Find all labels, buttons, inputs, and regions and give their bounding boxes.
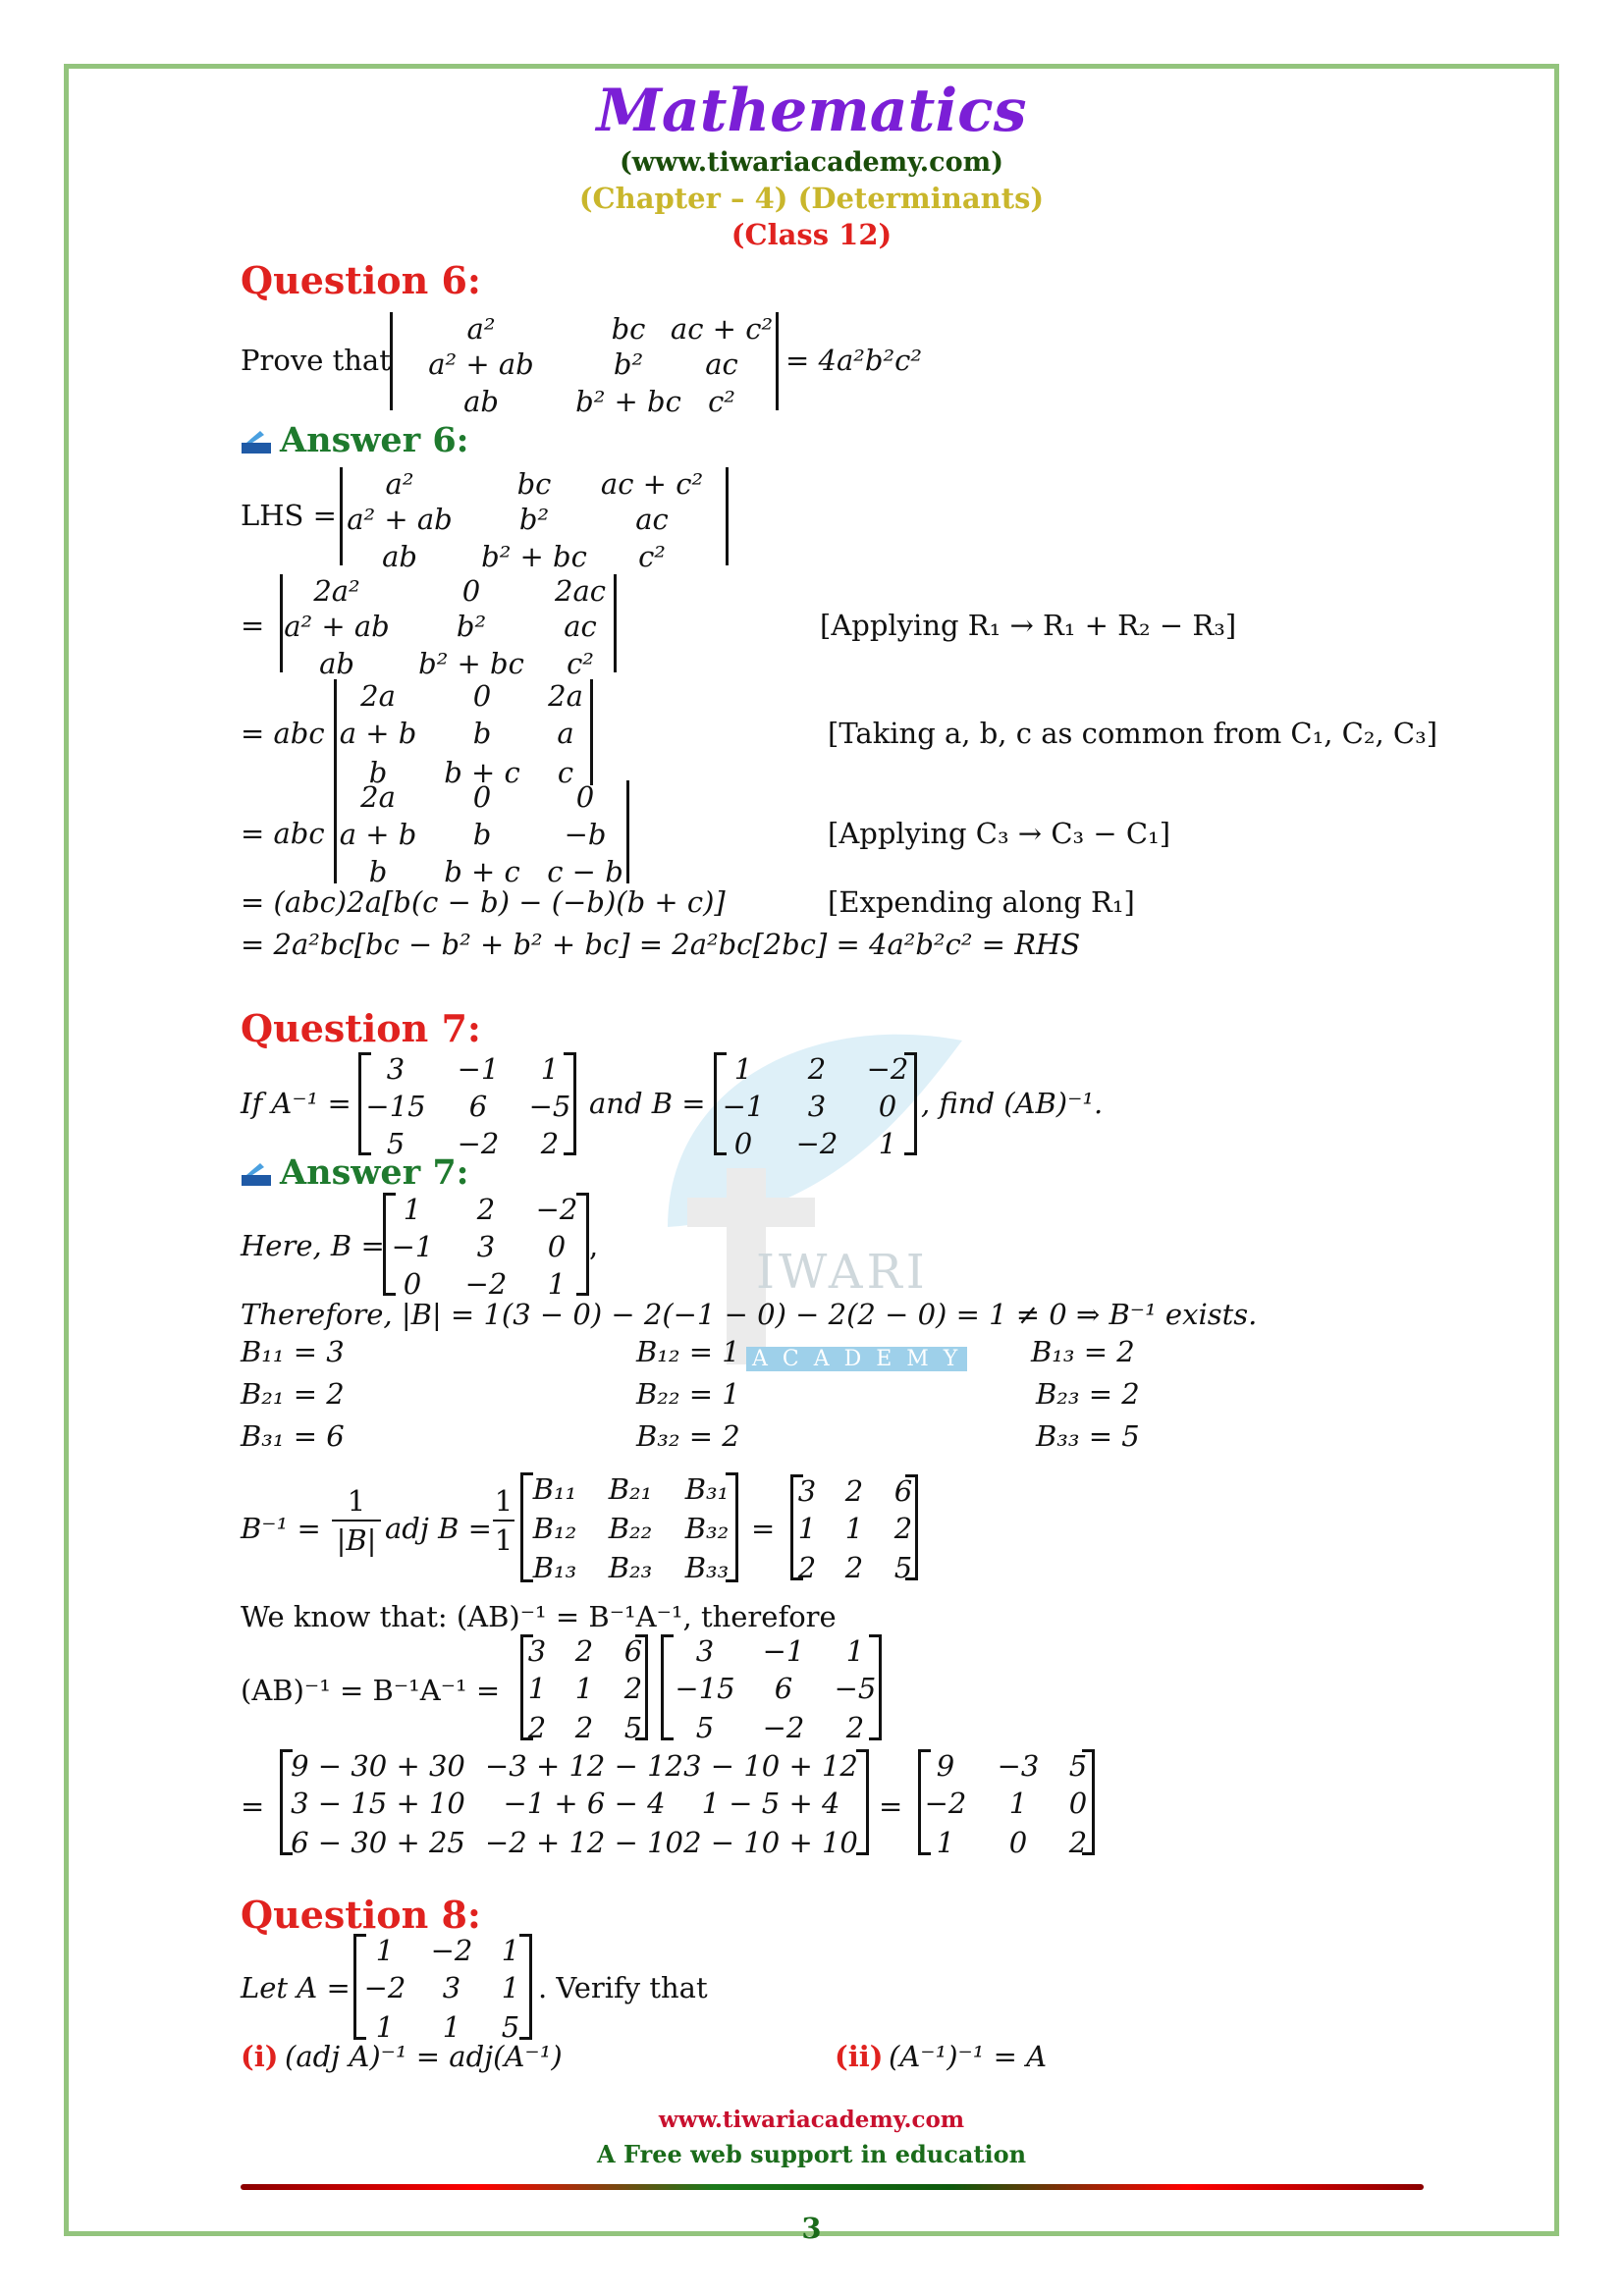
matrix-cell: 2 [797, 1551, 817, 1584]
matrix-cell: 2 [893, 1512, 913, 1545]
q6-determinant [390, 312, 779, 418]
abc-factor-2: = abc [241, 817, 325, 850]
question-8-heading: Question 8: [241, 1893, 481, 1937]
matrix-cell: c² [708, 385, 735, 418]
matrix-cell: B₁₂ [532, 1512, 577, 1545]
binv-factor-matrix [520, 1634, 648, 1744]
verify-text: . Verify that [538, 1971, 708, 2004]
matrix-cell: b + c [444, 855, 520, 888]
matrix-cell: 2 [844, 1551, 864, 1584]
matrix-cell: 2ac [555, 574, 606, 608]
matrix-cell: 3 [442, 1971, 461, 2004]
matrix-cell: 3 [695, 1634, 715, 1668]
matrix-cell: −1 + 6 − 4 [503, 1787, 666, 1820]
matrix-cell: 0 [403, 1267, 422, 1301]
left-bracket [280, 1749, 293, 1855]
cofactor-matrix [520, 1472, 738, 1582]
matrix-cell: 5 [501, 2010, 520, 2044]
a6-step3-determinant [334, 780, 629, 888]
footer-divider [241, 2184, 1424, 2190]
matrix-cell: 1 [936, 1826, 955, 1859]
matrix-cell: 6 − 30 + 25 [291, 1826, 465, 1859]
right-bracket [564, 1052, 576, 1155]
matrix-cell: B₃₃ [684, 1551, 730, 1584]
matrix-cell: −2 [535, 1193, 578, 1226]
cofactor-b33: B₃₃ = 5 [1036, 1419, 1140, 1453]
fraction-numerator: 1 [494, 1484, 514, 1518]
ainv-factor-matrix [661, 1634, 882, 1744]
matrix-cell: −5 [528, 1090, 571, 1123]
matrix-cell: ac + c² [670, 312, 774, 346]
pencil-icon [241, 429, 272, 458]
matrix-cell: 5 [1068, 1749, 1088, 1783]
matrix-cell: −2 [430, 1934, 473, 1967]
a6-step2-determinant [334, 679, 593, 789]
left-bracket [918, 1749, 931, 1855]
left-bracket [353, 1934, 366, 2040]
fraction-denominator: |B| [336, 1523, 377, 1557]
here-b-text: Here, B = [241, 1229, 385, 1262]
matrix-cell: 1 [845, 1634, 865, 1668]
matrix-cell: 2a [360, 780, 396, 814]
part-i-label: (i) [241, 2040, 279, 2073]
matrix-cell: B₂₃ [608, 1551, 653, 1584]
left-bracket [520, 1634, 533, 1740]
binv-lhs: B⁻¹ = [241, 1512, 321, 1545]
matrix-cell: 1 [501, 1971, 520, 2004]
cofactor-b11: B₁₁ = 3 [241, 1335, 345, 1368]
matrix-cell: B₂₂ [608, 1512, 653, 1545]
binv-matrix [790, 1474, 918, 1584]
matrix-cell: 3 [807, 1090, 827, 1123]
ab-inverse-lhs: (AB)⁻¹ = B⁻¹A⁻¹ = [241, 1674, 501, 1707]
matrix-cell: 1 [403, 1193, 422, 1226]
q7-b-matrix [714, 1052, 917, 1160]
watermark-text: IWARI [756, 1245, 929, 1300]
matrix-cell: −15 [675, 1672, 735, 1705]
matrix-cell: 1 [375, 2010, 395, 2044]
matrix-cell: b [368, 855, 388, 888]
matrix-cell: 6 [623, 1634, 643, 1668]
matrix-cell: 0 [1008, 1826, 1028, 1859]
a7-b-matrix [383, 1193, 589, 1301]
matrix-cell: 0 [461, 574, 481, 608]
a6-step1-determinant [280, 574, 617, 680]
matrix-cell: 2 [844, 1474, 864, 1508]
matrix-cell: a + b [339, 717, 417, 750]
left-bracket [714, 1052, 727, 1155]
cofactor-b21: B₂₁ = 2 [241, 1377, 345, 1411]
matrix-cell: b² + bc [481, 540, 587, 573]
matrix-cell: a² + ab [347, 503, 453, 536]
cofactor-b23: B₂₃ = 2 [1036, 1377, 1140, 1411]
matrix-cell: ab [319, 647, 354, 680]
find-text: , find (AB)⁻¹. [921, 1087, 1104, 1120]
matrix-cell: −2 [457, 1127, 500, 1160]
left-bracket [520, 1472, 533, 1582]
page-number: 3 [801, 2212, 822, 2245]
matrix-cell: ab [463, 385, 499, 418]
fraction-1-over-1 [493, 1484, 514, 1557]
matrix-cell: 0 [733, 1127, 753, 1160]
matrix-cell: 2 [574, 1711, 594, 1744]
product-matrix [280, 1749, 869, 1859]
question-7-heading: Question 7: [241, 1006, 481, 1050]
matrix-cell: a² [466, 312, 496, 346]
matrix-cell: ac + c² [600, 467, 704, 501]
matrix-cell: −3 + 12 − 12 [484, 1749, 684, 1783]
matrix-cell: c − b [547, 855, 623, 888]
matrix-cell: b [472, 818, 492, 851]
step2-note: [Taking a, b, c as common from C₁, C₂, C₃] [828, 717, 1438, 750]
matrix-cell: −1 [722, 1090, 765, 1123]
matrix-cell: 1 − 5 + 4 [701, 1787, 840, 1820]
matrix-cell: B₃₁ [684, 1472, 730, 1506]
matrix-cell: 6 [893, 1474, 913, 1508]
matrix-cell: 2 [540, 1127, 560, 1160]
part-i-statement: (adj A)⁻¹ = adj(A⁻¹) [285, 2040, 563, 2073]
matrix-cell: ac [635, 503, 669, 536]
matrix-cell: −1 [391, 1230, 434, 1263]
determinant-b-line: Therefore, |B| = 1(3 − 0) − 2(−1 − 0) − 2(2 − 0) = 1 ≠ 0 ⇒ B⁻¹ exists. [241, 1298, 1258, 1331]
matrix-cell: 2a [548, 679, 583, 713]
matrix-cell: 5 [386, 1127, 406, 1160]
matrix-cell: −3 [997, 1749, 1040, 1783]
matrix-cell: 3 [476, 1230, 496, 1263]
matrix-cell: 1 [527, 1672, 547, 1705]
equals-sign: = [751, 1512, 776, 1545]
matrix-cell: 2 [1068, 1826, 1088, 1859]
answer-7-heading: Answer 7: [280, 1152, 469, 1193]
matrix-cell: −2 [795, 1127, 839, 1160]
matrix-cell: 5 [893, 1551, 913, 1584]
matrix-cell: 1 [844, 1512, 864, 1545]
matrix-cell: −2 [924, 1787, 967, 1820]
matrix-cell: ac [564, 610, 597, 643]
matrix-cell: 2 [807, 1052, 827, 1086]
part-ii-label: (ii) [835, 2040, 884, 2073]
fraction-denominator: 1 [494, 1523, 514, 1557]
part-ii-statement: (A⁻¹)⁻¹ = A [889, 2040, 1048, 2073]
fraction-1-over-det-b [332, 1484, 381, 1557]
right-bracket [905, 1474, 918, 1580]
if-ainv-text: If A⁻¹ = [241, 1087, 352, 1120]
matrix-cell: 6 [468, 1090, 488, 1123]
left-bracket [790, 1474, 803, 1580]
matrix-cell: bc [611, 312, 646, 346]
matrix-cell: 3 [797, 1474, 817, 1508]
matrix-cell: 5 [695, 1711, 715, 1744]
matrix-cell: 1 [733, 1052, 753, 1086]
a6-lhs-determinant [340, 467, 729, 573]
matrix-cell: b² + bc [418, 647, 524, 680]
matrix-cell: 6 [774, 1672, 793, 1705]
matrix-cell: 1 [797, 1512, 817, 1545]
matrix-cell: 1 [501, 1934, 520, 1967]
matrix-cell: 3 − 15 + 10 [291, 1787, 465, 1820]
header-class: (Class 12) [730, 218, 893, 251]
pencil-icon [241, 1161, 272, 1191]
matrix-cell: 1 [574, 1672, 594, 1705]
q8-a-matrix [353, 1934, 532, 2044]
matrix-cell: a² + ab [284, 610, 390, 643]
matrix-cell: B₂₁ [608, 1472, 653, 1506]
matrix-cell: 0 [472, 679, 492, 713]
page-title: Mathematics [596, 77, 1027, 145]
matrix-cell: 5 [623, 1711, 643, 1744]
right-bracket [635, 1634, 648, 1740]
cofactor-b12: B₁₂ = 1 [636, 1335, 740, 1368]
fraction-numerator: 1 [347, 1484, 366, 1518]
matrix-cell: 3 [527, 1634, 547, 1668]
matrix-cell: B₃₂ [684, 1512, 730, 1545]
cofactor-b32: B₃₂ = 2 [636, 1419, 740, 1453]
matrix-cell: 9 [936, 1749, 955, 1783]
matrix-cell: −b [564, 818, 607, 851]
matrix-cell: 9 − 30 + 30 [291, 1749, 465, 1783]
result-matrix [918, 1749, 1095, 1859]
matrix-cell: 0 [472, 780, 492, 814]
matrix-cell: 2 [623, 1672, 643, 1705]
right-bracket [576, 1193, 589, 1296]
matrix-cell: b² [613, 347, 644, 381]
matrix-cell: 2a [360, 679, 396, 713]
cofactor-b13: B₁₃ = 2 [1031, 1335, 1135, 1368]
footer-website: www.tiwariacademy.com [658, 2107, 965, 2133]
matrix-cell: 1 [547, 1267, 567, 1301]
matrix-cell: 1 [1008, 1787, 1028, 1820]
right-bracket [904, 1052, 917, 1155]
right-bracket [726, 1472, 738, 1582]
matrix-cell: −2 [866, 1052, 909, 1086]
prove-that-text: Prove that [241, 344, 391, 377]
q6-rhs: = 4a²b²c² [785, 344, 922, 377]
step3-note: [Applying C₃ → C₃ − C₁] [828, 817, 1171, 850]
matrix-cell: 2 [574, 1634, 594, 1668]
matrix-cell: B₁₁ [532, 1472, 577, 1506]
watermark-subtext: A C A D E M Y [746, 1347, 967, 1371]
q7-ainv-matrix [358, 1052, 576, 1160]
matrix-cell: b [472, 717, 492, 750]
matrix-cell: b² + bc [575, 385, 681, 418]
matrix-cell: 2a² [313, 574, 360, 608]
left-bracket [661, 1634, 674, 1740]
answer-6-heading: Answer 6: [280, 420, 469, 460]
matrix-cell: 1 [878, 1127, 897, 1160]
matrix-cell: b² [456, 610, 487, 643]
matrix-cell: bc [516, 467, 552, 501]
equals-sign: = [241, 1789, 265, 1823]
matrix-cell: 1 [442, 2010, 461, 2044]
equals-sign: = [241, 609, 265, 642]
cofactor-b22: B₂₂ = 1 [636, 1377, 740, 1411]
and-b-text: and B = [589, 1087, 706, 1120]
left-bracket [358, 1052, 371, 1155]
matrix-cell: −2 [464, 1267, 508, 1301]
line4-note: [Expending along R₁] [828, 885, 1135, 919]
matrix-cell: b [368, 756, 388, 789]
matrix-cell: 2 [845, 1711, 865, 1744]
matrix-cell: a² + ab [428, 347, 534, 381]
we-know-text: We know that: (AB)⁻¹ = B⁻¹A⁻¹, therefore [241, 1600, 837, 1633]
matrix-cell: b² [518, 503, 550, 536]
matrix-cell: 0 [1068, 1787, 1088, 1820]
right-bracket [519, 1934, 532, 2040]
footer-tagline: A Free web support in education [596, 2140, 1027, 2168]
matrix-cell: 2 [527, 1711, 547, 1744]
step1-note: [Applying R₁ → R₁ + R₂ − R₃] [820, 609, 1237, 642]
matrix-cell: −2 [363, 1971, 406, 2004]
matrix-cell: ac [705, 347, 738, 381]
question-6-heading: Question 6: [241, 258, 481, 302]
right-bracket [1082, 1749, 1095, 1855]
equals-sign: = [879, 1789, 903, 1823]
header-chapter: (Chapter – 4) (Determinants) [578, 182, 1045, 215]
matrix-cell: 2 [476, 1193, 496, 1226]
matrix-cell: c² [567, 647, 594, 680]
lhs-label: LHS = [241, 499, 337, 532]
matrix-cell: 2 − 10 + 10 [683, 1826, 858, 1859]
matrix-cell: −1 [762, 1634, 805, 1668]
matrix-cell: 0 [575, 780, 595, 814]
matrix-cell: b + c [444, 756, 520, 789]
let-a-text: Let A = [241, 1971, 351, 2004]
matrix-cell: 0 [547, 1230, 567, 1263]
matrix-cell: B₁₃ [532, 1551, 577, 1584]
right-bracket [869, 1634, 882, 1740]
a6-line4: = (abc)2a[b(c − b) − (−b)(b + c)] [241, 885, 726, 919]
matrix-cell: 1 [375, 1934, 395, 1967]
adj-b-text: adj B = [385, 1512, 492, 1545]
matrix-cell: a² [385, 467, 414, 501]
cofactor-b31: B₃₁ = 6 [241, 1419, 345, 1453]
matrix-cell: 3 − 10 + 12 [683, 1749, 858, 1783]
right-bracket [856, 1749, 869, 1855]
matrix-cell: ab [382, 540, 417, 573]
matrix-cell: −1 [457, 1052, 500, 1086]
matrix-cell: −2 + 12 − 10 [484, 1826, 684, 1859]
comma: , [589, 1229, 599, 1262]
matrix-cell: c [557, 756, 574, 789]
a6-line5: = 2a²bc[bc − b² + b² + bc] = 2a²bc[2bc] = 4a²b²c² = RHS [241, 928, 1081, 961]
matrix-cell: a + b [339, 818, 417, 851]
abc-factor-1: = abc [241, 717, 325, 750]
matrix-cell: −2 [762, 1711, 805, 1744]
matrix-cell: 1 [540, 1052, 560, 1086]
matrix-cell: 3 [386, 1052, 406, 1086]
header-website: (www.tiwariacademy.com) [620, 147, 1003, 178]
matrix-cell: a [557, 717, 574, 750]
matrix-cell: −15 [365, 1090, 426, 1123]
matrix-cell: c² [638, 540, 666, 573]
left-bracket [383, 1193, 396, 1296]
matrix-cell: 0 [878, 1090, 897, 1123]
matrix-cell: −5 [834, 1672, 877, 1705]
